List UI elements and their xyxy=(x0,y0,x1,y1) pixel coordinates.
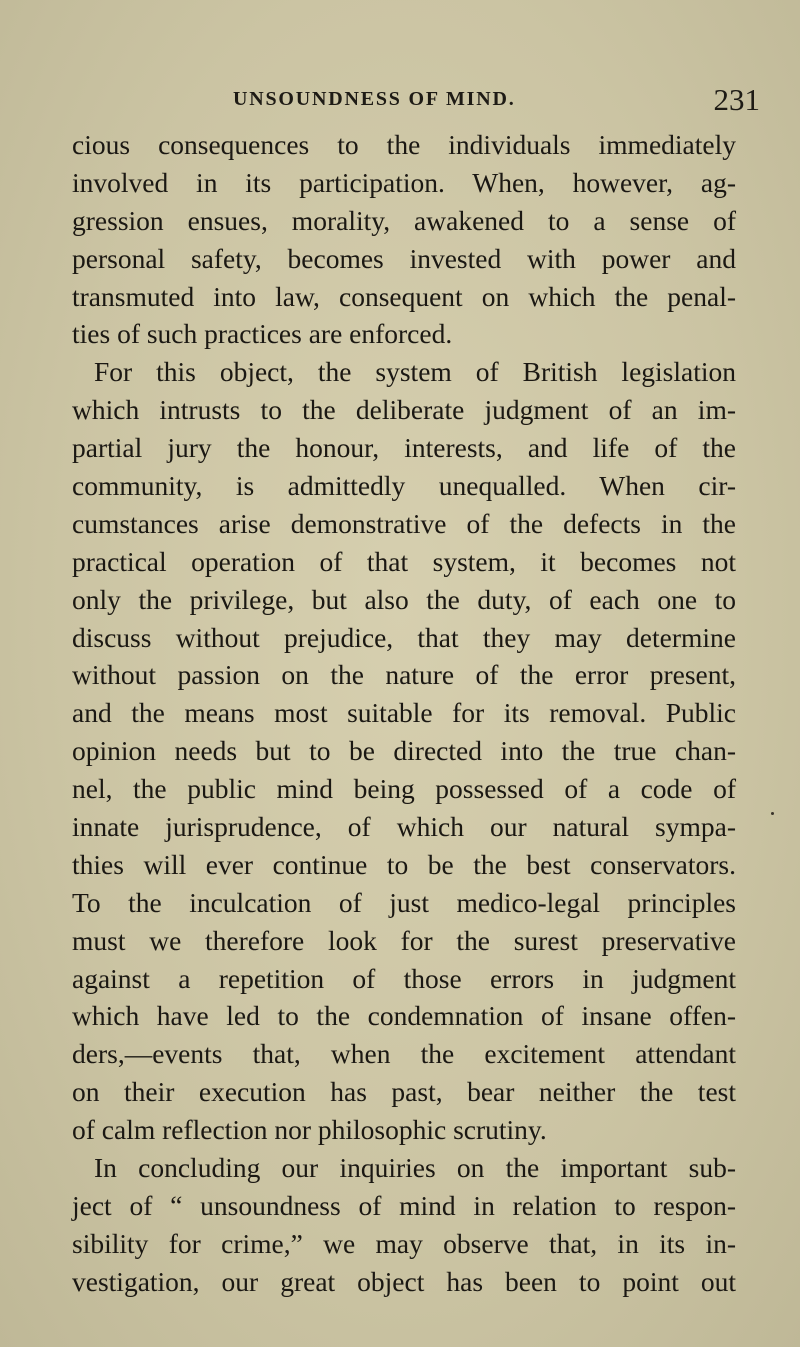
text-line: discuss without prejudice, that they may determine xyxy=(72,621,736,653)
text-line: ject of “ unsoundness of mind in relation to respon- xyxy=(72,1189,736,1221)
text-line: sibility for crime,” we may observe that, in its in- xyxy=(72,1227,736,1259)
text-line: thies will ever continue to be the best conservators. xyxy=(72,848,736,880)
text-line: only the privilege, but also the duty, of each one to xyxy=(72,583,736,615)
text-line: community, is admittedly unequalled. When cir- xyxy=(72,470,736,502)
text-line: cious consequences to the individuals immediately xyxy=(72,129,736,160)
paper-speck xyxy=(771,812,774,815)
text-line: vestigation, our great object has been to point out xyxy=(72,1265,736,1297)
text-line: involved in its participation. When, however, ag- xyxy=(72,166,736,198)
page-number: 231 xyxy=(713,82,760,117)
text-line: cumstances arise demonstrative of the defects in the xyxy=(72,507,736,539)
text-line: In concluding our inquiries on the important sub- xyxy=(94,1152,736,1184)
text-line: nel, the public mind being possessed of a code of xyxy=(72,773,736,805)
text-line: against a repetition of those errors in judgment xyxy=(72,962,736,994)
body-text xyxy=(72,126,736,1301)
text-line: For this object, the system of British legislation xyxy=(94,356,736,388)
text-line: on their execution has past, bear neither the test xyxy=(72,1076,736,1108)
text-line: personal safety, becomes invested with power and xyxy=(72,242,736,274)
text-line: which have led to the condemnation of insane offen- xyxy=(72,1000,736,1032)
text-line: gression ensues, morality, awakened to a sense of xyxy=(72,204,736,236)
text-line: transmuted into law, consequent on which the penal- xyxy=(72,280,736,312)
text-line: partial jury the honour, interests, and life of the xyxy=(72,432,736,464)
text-line: of calm reflection nor philosophic scrutiny. xyxy=(72,1114,547,1146)
text-line: innate jurisprudence, of which our natural sympa- xyxy=(72,811,736,843)
text-line: practical operation of that system, it becomes not xyxy=(72,545,736,577)
text-line: must we therefore look for the surest preservative xyxy=(72,924,736,956)
text-line: To the inculcation of just medico-legal principles xyxy=(72,886,736,918)
text-line: and the means most suitable for its removal. Public xyxy=(72,697,736,729)
text-line: ders,—events that, when the excitement attendant xyxy=(72,1038,736,1070)
text-line: opinion needs but to be directed into the true chan- xyxy=(72,735,736,767)
text-line: which intrusts to the deliberate judgment of an im- xyxy=(72,394,736,426)
text-line: without passion on the nature of the error present, xyxy=(72,659,736,691)
text-line: ties of such practices are enforced. xyxy=(72,318,453,350)
running-head xyxy=(60,84,760,120)
running-title: UNSOUNDNESS OF MIND. xyxy=(233,88,516,110)
